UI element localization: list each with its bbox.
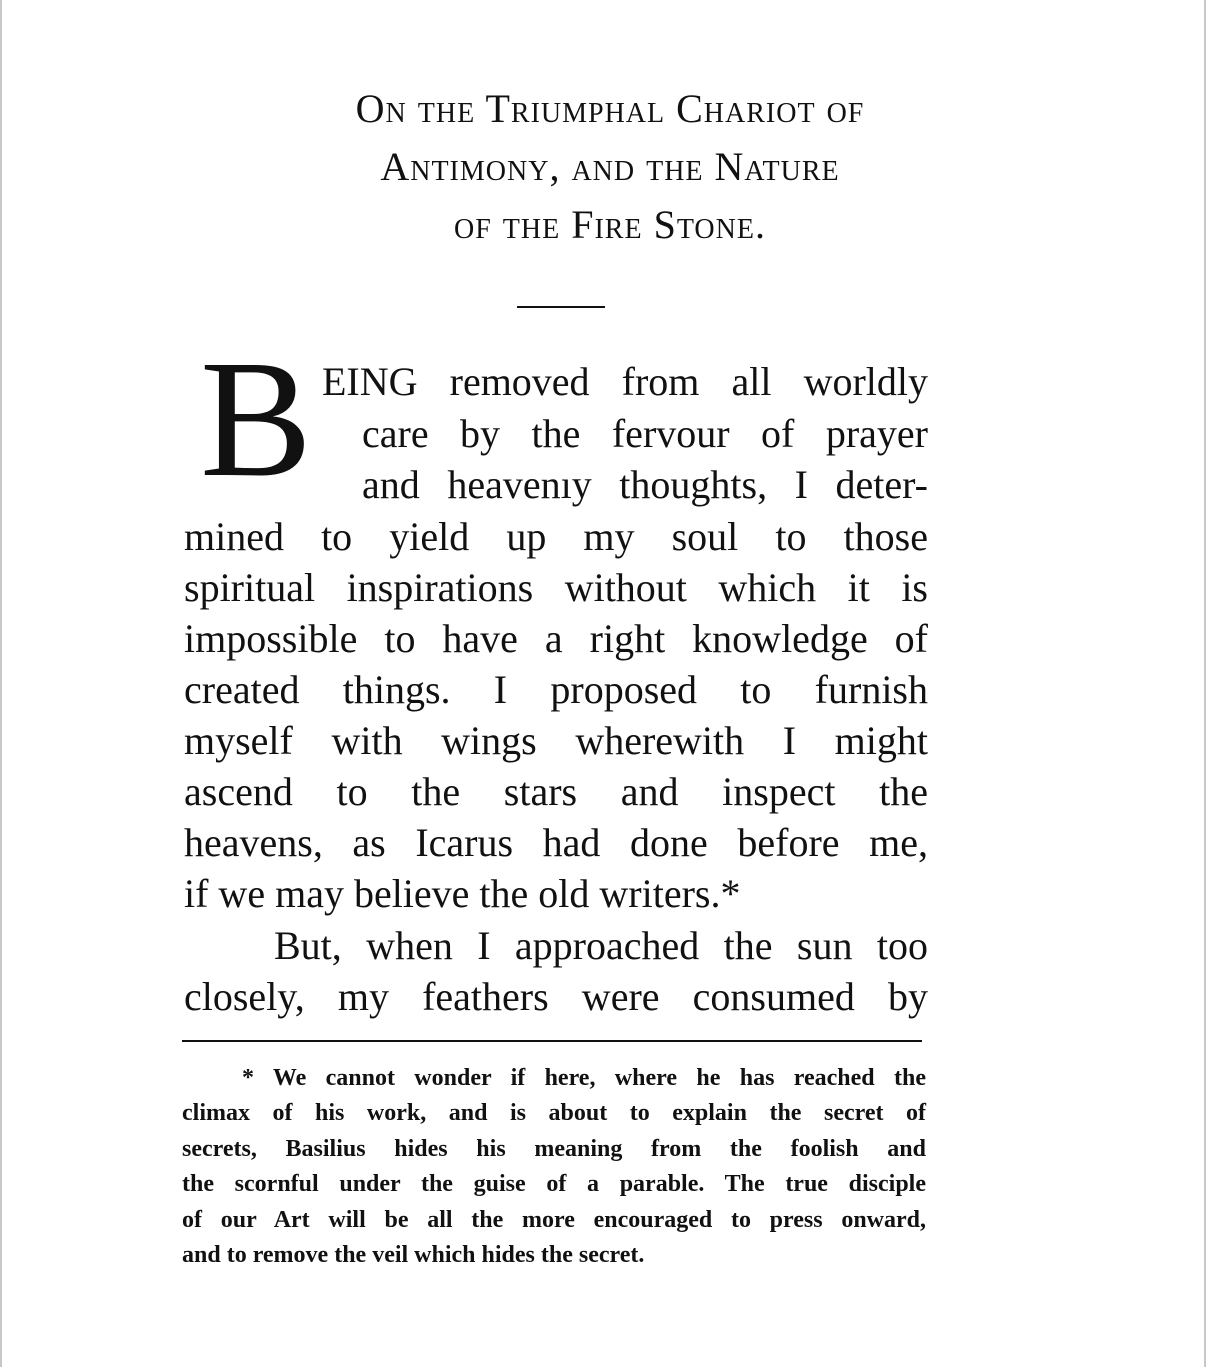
chapter-title [180,80,1040,254]
body-line-2: care by the fervour of prayer [362,411,928,456]
footnote-divider [182,1040,922,1042]
footnote-line-1: * We cannot wonder if here, where he has reached the [242,1065,926,1091]
footnote-line-6: and to remove the veil which hides the secret. [182,1242,645,1268]
body-line-1: EING removed from all worldly [322,359,928,404]
body-line-8: myself with wings wherewith I might [184,718,928,763]
footnote-line-2: climax of his work, and is about to explain the secret of [182,1100,926,1126]
body-line-5: spiritual inspirations without which it is [184,565,928,610]
body-line-12: But, when I approached the sun too [274,923,928,968]
body-line-4: mined to yield up my soul to those [184,514,928,559]
footnote-line-4: the scornful under the guise of a parable. The true disciple [182,1171,926,1197]
title-divider [517,306,605,308]
footnote-line-5: of our Art will be all the more encouraged to press onward, [182,1207,926,1233]
page-edge-left [0,0,2,1367]
body-line-6: impossible to have a right knowledge of [184,616,928,661]
chapter-title-line-2: Antimony, and the Nature [380,144,840,189]
body-line-13: closely, my feathers were consumed by [184,974,928,1019]
footnote-line-3: secrets, Basilius hides his meaning from the foolish and [182,1136,926,1162]
body-line-3: and heavenıy thoughts, I deter- [362,462,928,507]
body-line-7: created things. I proposed to furnish [184,667,928,712]
chapter-title-line-3: of the Fire Stone. [454,202,766,247]
body-line-10: heavens, as Icarus had done before me, [184,820,928,865]
body-line-9: ascend to the stars and inspect the [184,769,928,814]
body-line-11: if we may believe the old writers.* [184,871,741,916]
chapter-title-line-1: On the Triumphal Chariot of [355,86,865,131]
drop-cap: B [200,326,313,512]
